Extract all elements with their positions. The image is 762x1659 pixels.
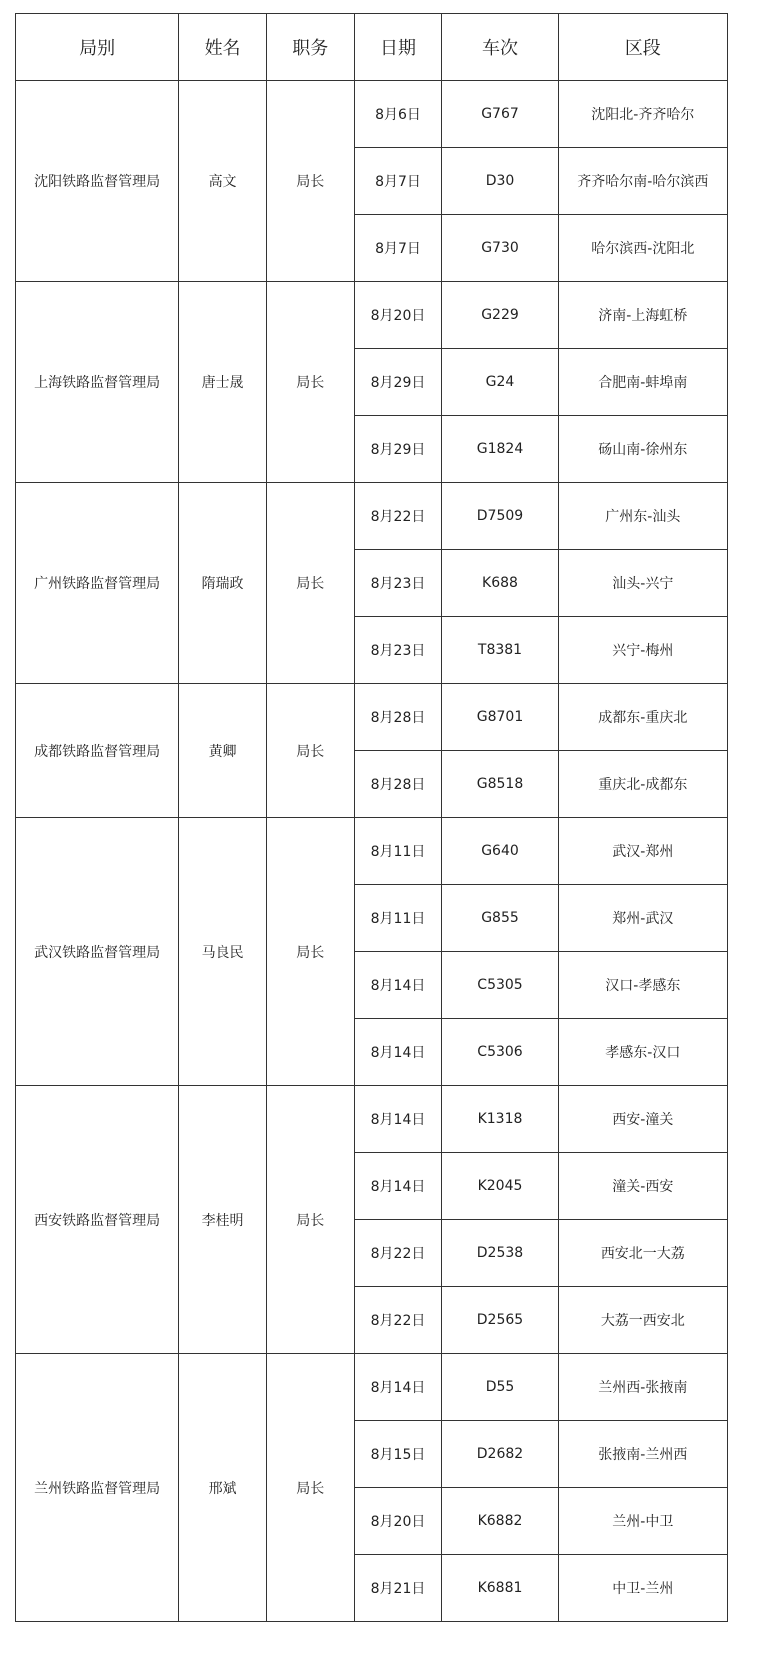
route-section-cell: 兰州-中卫: [558, 1488, 727, 1555]
table-row: [16, 81, 728, 148]
bureau-cell: 沈阳铁路监督管理局: [16, 81, 179, 282]
route-section-cell: 兰州西-张掖南: [558, 1354, 727, 1421]
route-section-cell: 汉口-孝感东: [558, 952, 727, 1019]
route-section-cell: 西安-潼关: [558, 1086, 727, 1153]
official-name-cell: 隋瑞政: [179, 483, 267, 684]
date-cell: 8月20日: [354, 1488, 442, 1555]
table-row: [16, 282, 728, 349]
table-row: [16, 1086, 728, 1153]
date-cell: 8月15日: [354, 1421, 442, 1488]
header-title: 职务: [266, 14, 354, 81]
train-number-cell: K6882: [442, 1488, 558, 1555]
official-name-cell: 马良民: [179, 818, 267, 1086]
route-section-cell: 成都东-重庆北: [558, 684, 727, 751]
train-number-cell: G229: [442, 282, 558, 349]
bureau-cell: 广州铁路监督管理局: [16, 483, 179, 684]
date-cell: 8月28日: [354, 684, 442, 751]
position-cell: 局长: [266, 81, 354, 282]
date-cell: 8月14日: [354, 1153, 442, 1220]
date-cell: 8月29日: [354, 416, 442, 483]
date-cell: 8月6日: [354, 81, 442, 148]
table-row: [16, 684, 728, 751]
table-row: [16, 818, 728, 885]
date-cell: 8月22日: [354, 1220, 442, 1287]
route-section-cell: 济南-上海虹桥: [558, 282, 727, 349]
route-section-cell: 砀山南-徐州东: [558, 416, 727, 483]
train-number-cell: G730: [442, 215, 558, 282]
route-section-cell: 大荔一西安北: [558, 1287, 727, 1354]
train-number-cell: D7509: [442, 483, 558, 550]
date-cell: 8月11日: [354, 885, 442, 952]
table-row: [16, 1354, 728, 1421]
official-name-cell: 邢斌: [179, 1354, 267, 1622]
position-cell: 局长: [266, 818, 354, 1086]
route-section-cell: 重庆北-成都东: [558, 751, 727, 818]
date-cell: 8月14日: [354, 1019, 442, 1086]
bureau-cell: 兰州铁路监督管理局: [16, 1354, 179, 1622]
official-name-cell: 高文: [179, 81, 267, 282]
route-section-cell: 汕头-兴宁: [558, 550, 727, 617]
inspection-schedule-table: [15, 13, 728, 1622]
route-section-cell: 沈阳北-齐齐哈尔: [558, 81, 727, 148]
train-number-cell: K2045: [442, 1153, 558, 1220]
date-cell: 8月14日: [354, 1354, 442, 1421]
date-cell: 8月22日: [354, 1287, 442, 1354]
date-cell: 8月23日: [354, 617, 442, 684]
date-cell: 8月7日: [354, 148, 442, 215]
train-number-cell: D55: [442, 1354, 558, 1421]
route-section-cell: 哈尔滨西-沈阳北: [558, 215, 727, 282]
header-train: 车次: [442, 14, 558, 81]
date-cell: 8月23日: [354, 550, 442, 617]
route-section-cell: 西安北一大荔: [558, 1220, 727, 1287]
train-number-cell: T8381: [442, 617, 558, 684]
position-cell: 局长: [266, 684, 354, 818]
bureau-cell: 武汉铁路监督管理局: [16, 818, 179, 1086]
train-number-cell: G8701: [442, 684, 558, 751]
header-row: [16, 14, 728, 81]
date-cell: 8月7日: [354, 215, 442, 282]
train-number-cell: D2682: [442, 1421, 558, 1488]
position-cell: 局长: [266, 282, 354, 483]
route-section-cell: 潼关-西安: [558, 1153, 727, 1220]
train-number-cell: G640: [442, 818, 558, 885]
date-cell: 8月14日: [354, 1086, 442, 1153]
date-cell: 8月14日: [354, 952, 442, 1019]
train-number-cell: G24: [442, 349, 558, 416]
official-name-cell: 李桂明: [179, 1086, 267, 1354]
route-section-cell: 齐齐哈尔南-哈尔滨西: [558, 148, 727, 215]
route-section-cell: 孝感东-汉口: [558, 1019, 727, 1086]
route-section-cell: 郑州-武汉: [558, 885, 727, 952]
train-number-cell: K6881: [442, 1555, 558, 1622]
bureau-cell: 成都铁路监督管理局: [16, 684, 179, 818]
date-cell: 8月21日: [354, 1555, 442, 1622]
route-section-cell: 武汉-郑州: [558, 818, 727, 885]
header-date: 日期: [354, 14, 442, 81]
official-name-cell: 黄卿: [179, 684, 267, 818]
date-cell: 8月28日: [354, 751, 442, 818]
train-number-cell: C5305: [442, 952, 558, 1019]
train-number-cell: D2538: [442, 1220, 558, 1287]
train-number-cell: K688: [442, 550, 558, 617]
bureau-cell: 上海铁路监督管理局: [16, 282, 179, 483]
header-section: 区段: [558, 14, 727, 81]
date-cell: 8月22日: [354, 483, 442, 550]
official-name-cell: 唐士晟: [179, 282, 267, 483]
route-section-cell: 兴宁-梅州: [558, 617, 727, 684]
bureau-cell: 西安铁路监督管理局: [16, 1086, 179, 1354]
train-number-cell: G767: [442, 81, 558, 148]
train-number-cell: G1824: [442, 416, 558, 483]
train-number-cell: K1318: [442, 1086, 558, 1153]
train-number-cell: G855: [442, 885, 558, 952]
route-section-cell: 合肥南-蚌埠南: [558, 349, 727, 416]
table-row: [16, 483, 728, 550]
header-name: 姓名: [179, 14, 267, 81]
header-bureau: 局别: [16, 14, 179, 81]
date-cell: 8月11日: [354, 818, 442, 885]
table-body: [16, 81, 728, 1622]
date-cell: 8月20日: [354, 282, 442, 349]
train-number-cell: C5306: [442, 1019, 558, 1086]
train-number-cell: G8518: [442, 751, 558, 818]
route-section-cell: 中卫-兰州: [558, 1555, 727, 1622]
route-section-cell: 张掖南-兰州西: [558, 1421, 727, 1488]
date-cell: 8月29日: [354, 349, 442, 416]
position-cell: 局长: [266, 1086, 354, 1354]
train-number-cell: D30: [442, 148, 558, 215]
route-section-cell: 广州东-汕头: [558, 483, 727, 550]
position-cell: 局长: [266, 483, 354, 684]
position-cell: 局长: [266, 1354, 354, 1622]
train-number-cell: D2565: [442, 1287, 558, 1354]
